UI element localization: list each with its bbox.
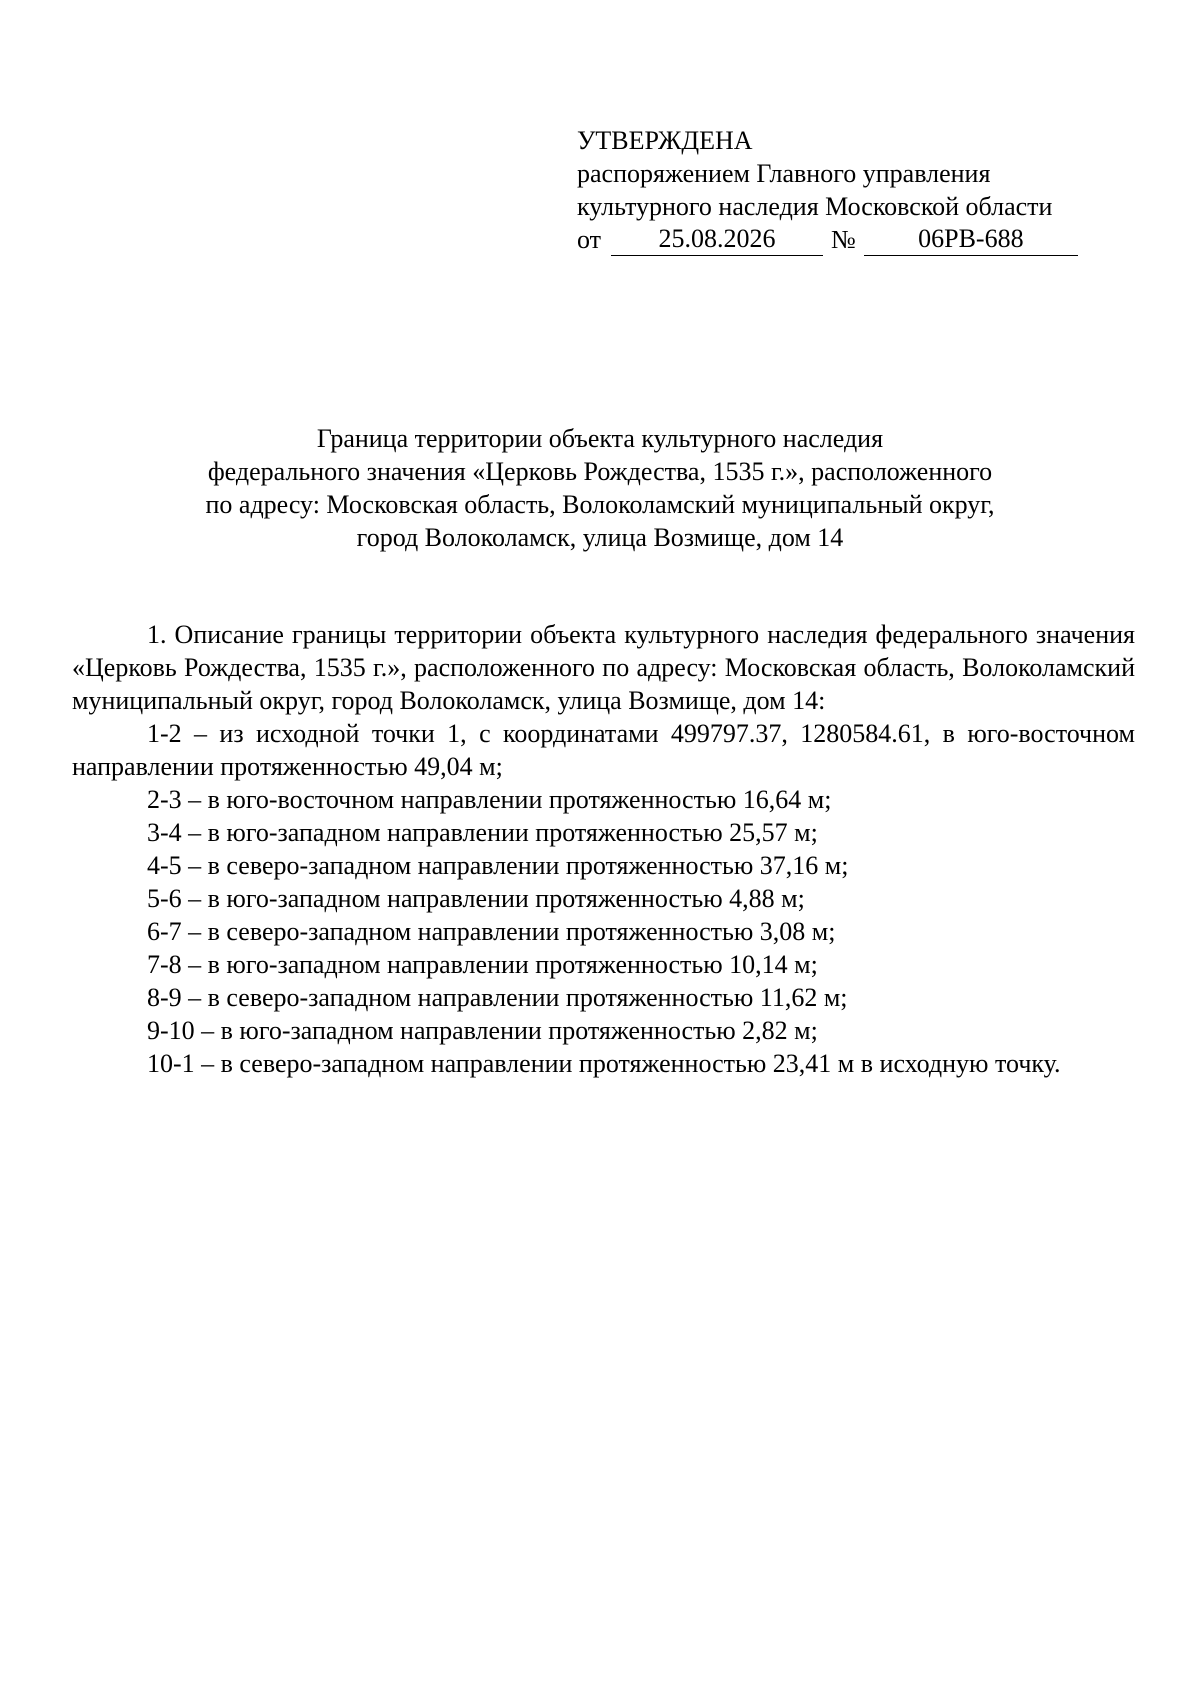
description-intro: 1. Описание границы территории объекта культурного наследия федерального значения «Церковь Рождества, 1535 г.», расположенного по адресу: Московская область, Волоколамский муниципальный округ, город Волоколамск, улица Возмище, дом 14: — [72, 620, 1135, 715]
approval-line-2: культурного наследия Московской области — [577, 192, 1053, 221]
heading-line-4: город Волоколамск, улица Возмище, дом 14 — [356, 523, 844, 552]
boundary-segment: 10-1 – в северо-западном направлении протяженностью 23,41 м в исходную точку. — [147, 1049, 1061, 1078]
boundary-segment: 3-4 – в юго-западном направлении протяженностью 25,57 м; — [147, 818, 818, 847]
boundary-segment: 1-2 – из исходной точки 1, с координатами 499797.37, 1280584.61, в юго-восточном направлении протяженностью 49,04 м; — [72, 719, 1135, 781]
heading-line-2: федерального значения «Церковь Рождества, 1535 г.», расположенного — [207, 457, 993, 486]
approval-line-1: распоряжением Главного управления — [577, 159, 991, 188]
approval-stamp — [577, 124, 1097, 256]
boundary-segment: 7-8 – в юго-западном направлении протяженностью 10,14 м; — [147, 950, 818, 979]
approval-date: 25.08.2026 — [611, 225, 823, 256]
boundary-segment: 5-6 – в юго-западном направлении протяженностью 4,88 м; — [147, 884, 805, 913]
date-prefix: от — [577, 225, 602, 254]
approval-title: УТВЕРЖДЕНА — [577, 126, 753, 155]
approval-date-row — [577, 223, 1097, 256]
boundary-segment: 4-5 – в северо-западном направлении протяженностью 37,16 м; — [147, 851, 849, 880]
approval-number: 06РВ-688 — [864, 225, 1078, 256]
boundary-segment: 6-7 – в северо-западном направлении протяженностью 3,08 м; — [147, 917, 836, 946]
boundary-segment: 2-3 – в юго-восточном направлении протяженностью 16,64 м; — [147, 785, 832, 814]
heading-line-1: Граница территории объекта культурного наследия — [316, 424, 884, 453]
boundary-segment: 9-10 – в юго-западном направлении протяженностью 2,82 м; — [147, 1016, 818, 1045]
boundary-description — [72, 618, 1135, 1080]
boundary-segment: 8-9 – в северо-западном направлении протяженностью 11,62 м; — [147, 983, 848, 1012]
number-sign: № — [831, 225, 856, 254]
document-heading — [60, 422, 1140, 554]
heading-line-3: по адресу: Московская область, Волоколамский муниципальный округ, — [205, 490, 995, 519]
